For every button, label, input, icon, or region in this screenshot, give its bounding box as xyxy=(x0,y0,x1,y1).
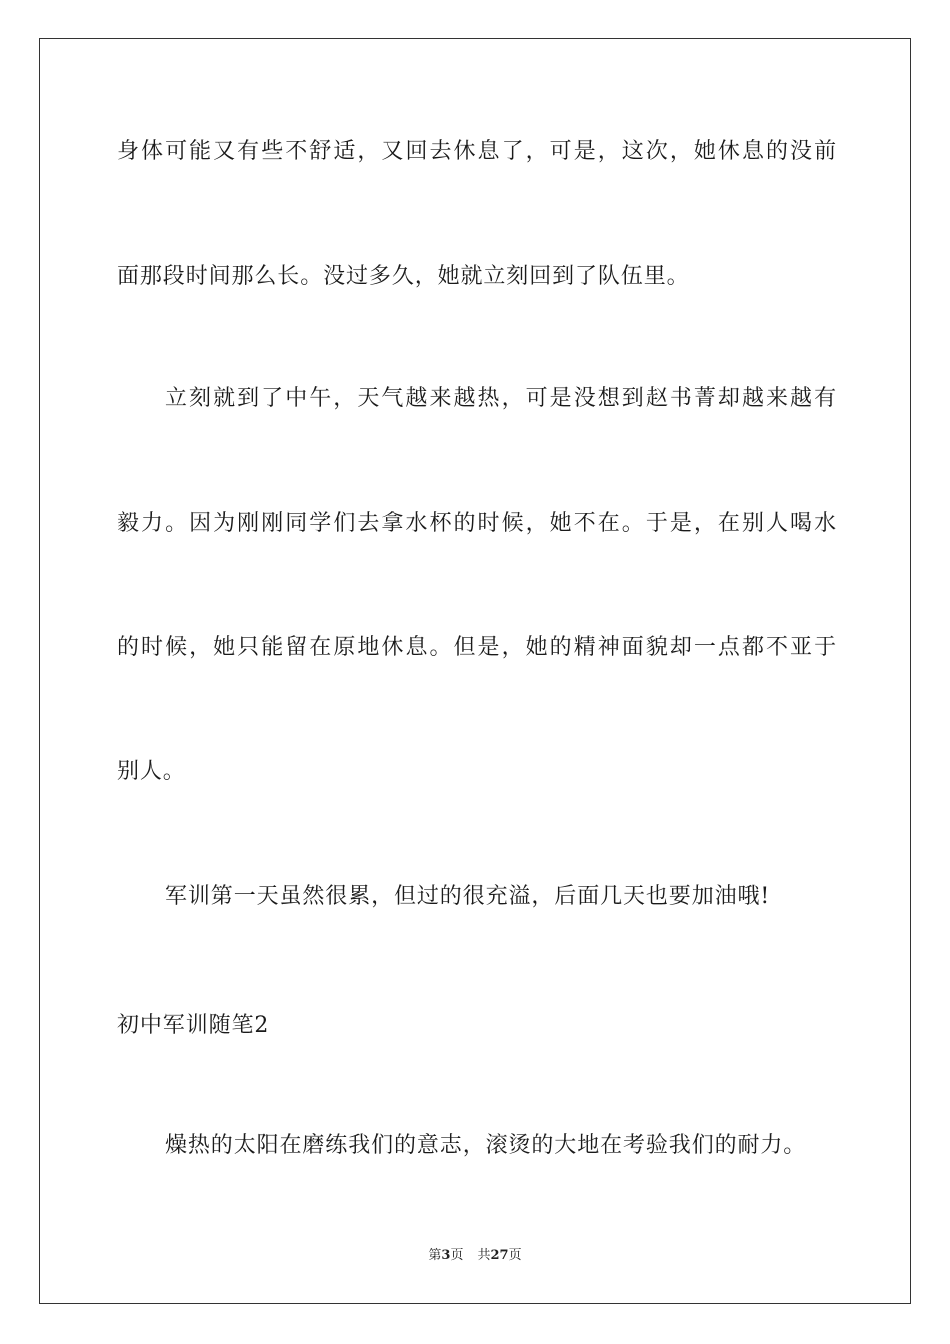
footer-page-number: 3 xyxy=(441,1248,451,1263)
footer-total-prefix: 共 xyxy=(477,1248,491,1263)
text-line-8: 燥热的太阳在磨练我们的意志，滚烫的大地在考验我们的耐力。 xyxy=(165,1133,807,1158)
text-line-4: 毅力。因为刚刚同学们去拿水杯的时候，她不在。于是，在别人喝水 xyxy=(117,511,837,536)
page-border xyxy=(39,38,911,1304)
footer-total-number: 27 xyxy=(490,1248,509,1263)
text-line-7: 军训第一天虽然很累，但过的很充溢，后面几天也要加油哦! xyxy=(165,884,771,909)
footer-page-suffix: 页 xyxy=(450,1248,464,1263)
footer-page-prefix: 第 xyxy=(428,1248,442,1263)
text-line-3: 立刻就到了中午，天气越来越热，可是没想到赵书菁却越来越有 xyxy=(165,386,837,411)
page-footer xyxy=(0,1248,950,1264)
text-line-5: 的时候，她只能留在原地休息。但是，她的精神面貌却一点都不亚于 xyxy=(117,635,837,660)
footer-total-suffix: 页 xyxy=(508,1248,522,1263)
section-heading: 初中军训随笔2 xyxy=(117,1013,270,1038)
text-line-2: 面那段时间那么长。没过多久，她就立刻回到了队伍里。 xyxy=(117,264,690,289)
text-line-6: 别人。 xyxy=(117,759,186,784)
text-line-1: 身体可能又有些不舒适，又回去休息了，可是，这次，她休息的没前 xyxy=(117,139,837,164)
